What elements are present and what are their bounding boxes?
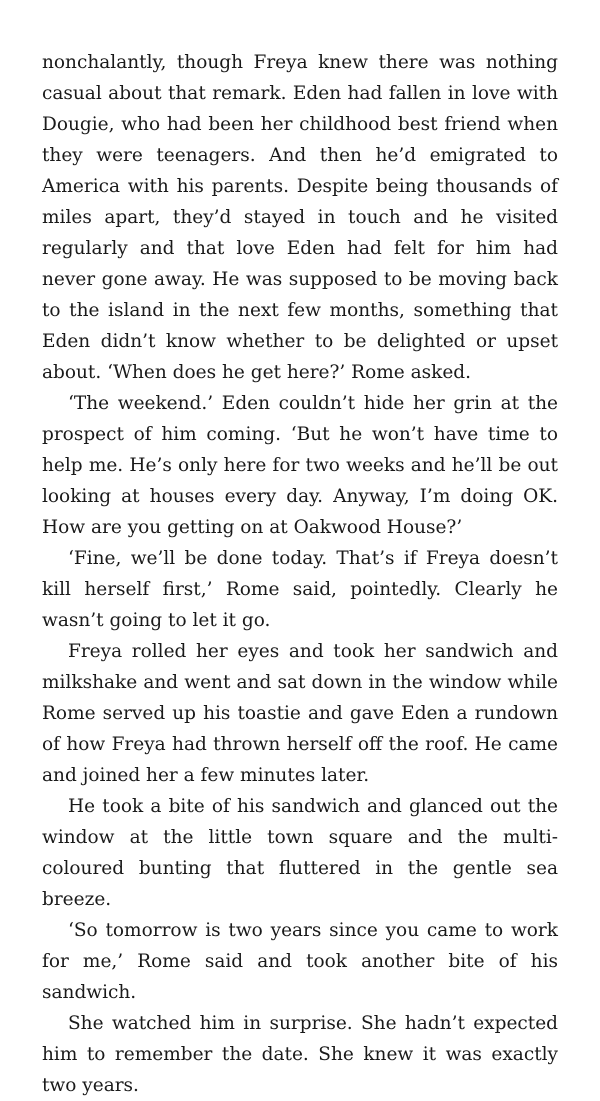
book-page <box>42 47 558 1101</box>
paragraph: Freya rolled her eyes and took her sandwich and milkshake and went and sat down in the window while Rome served up his toastie and gave Eden a rundown of how Freya had thrown herself off the roof. He came and joined her a few minutes later. <box>42 641 558 786</box>
paragraph: ‘Fine, we’ll be done today. That’s if Freya doesn’t kill herself first,’ Rome said, pointedly. Clearly he wasn’t going to let it go. <box>42 548 558 631</box>
paragraph: He took a bite of his sandwich and glanced out the window at the little town square and the multi-coloured bunting that fluttered in the gentle sea breeze. <box>42 796 558 910</box>
paragraph: nonchalantly, though Freya knew there was nothing casual about that remark. Eden had fallen in love with Dougie, who had been her childhood best friend when they were teenagers. And then he’d emigrated to America with his parents. Despite being thousands of miles apart, they’d stayed in touch and he visited regularly and that love Eden had felt for him had never gone away. He was supposed to be moving back to the island in the next few months, something that Eden didn’t know whether to be delighted or upset about. ‘When does he get here?’ Rome asked. <box>42 52 558 383</box>
paragraph: ‘The weekend.’ Eden couldn’t hide her grin at the prospect of him coming. ‘But he won’t have time to help me. He’s only here for two weeks and he’ll be out looking at houses every day. Anyway, I’m doing OK. How are you getting on at Oakwood House?’ <box>42 393 558 538</box>
paragraph: She watched him in surprise. She hadn’t expected him to remember the date. She knew it was exactly two years. <box>42 1013 558 1096</box>
paragraph: ‘So tomorrow is two years since you came to work for me,’ Rome said and took another bite of his sandwich. <box>42 920 558 1003</box>
